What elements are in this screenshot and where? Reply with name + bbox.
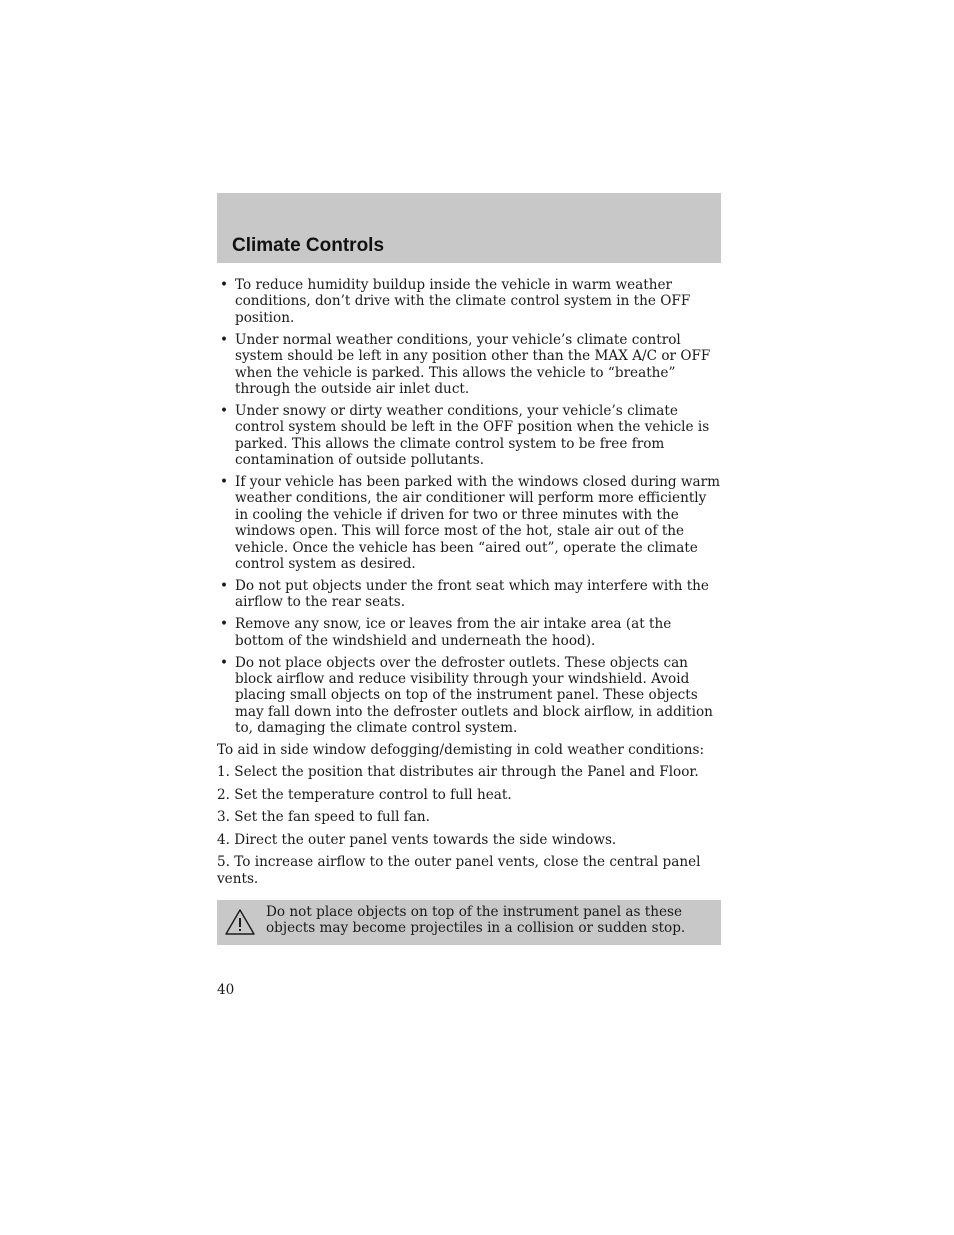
bullet-dot: • bbox=[220, 331, 229, 348]
bullet-text: To reduce humidity buildup inside the vehicle in warm weather conditions, don’t drive with the climate control system in the OFF position. bbox=[235, 277, 691, 326]
bullet-text: Do not put objects under the front seat which may interfere with the airflow to the rear seats. bbox=[235, 577, 709, 611]
bullet-dot: • bbox=[220, 654, 229, 671]
bullet-text: Remove any snow, ice or leaves from the air intake area (at the bottom of the windshield and underneath the hood). bbox=[235, 616, 672, 649]
bullet-item bbox=[217, 616, 721, 649]
step-item: 5. To increase airflow to the outer panel vents, close the central panel vents. bbox=[217, 854, 701, 887]
warning-text: Do not place objects on top of the instrument panel as these objects may become projectiles in a collision or sudden stop. bbox=[266, 904, 686, 937]
bullet-list bbox=[217, 277, 721, 737]
page-number: 40 bbox=[217, 982, 235, 998]
bullet-dot: • bbox=[220, 402, 229, 419]
warning-box bbox=[217, 900, 721, 945]
bullet-dot: • bbox=[220, 473, 229, 490]
step-item: 1. Select the position that distributes air through the Panel and Floor. bbox=[217, 764, 699, 781]
section-header-band bbox=[217, 193, 721, 263]
bullet-text: Do not place objects over the defroster outlets. These objects can block airflow and reduce visibility through your windshield. Avoid placing small objects on top of the instrument panel. These objects may fall down into the defroster outlets and block airflow, in addition to, damaging the climate control system. bbox=[235, 654, 713, 737]
step-item: 4. Direct the outer panel vents towards the side windows. bbox=[217, 831, 617, 848]
bullet-dot: • bbox=[220, 616, 229, 633]
warning-triangle-icon bbox=[224, 908, 256, 936]
bullet-item bbox=[217, 403, 721, 469]
bullet-dot: • bbox=[220, 277, 229, 293]
page-content bbox=[217, 277, 721, 893]
section-title: Climate Controls bbox=[232, 235, 385, 256]
bullet-item bbox=[217, 578, 721, 611]
bullet-text: If your vehicle has been parked with the windows closed during warm weather conditions, the air conditioner will perform more efficiently in cooling the vehicle if driven for two or three minutes with the windows open. This will force most of the hot, stale air out of the vehicle. Once the vehicle has been “aired out”, operate the climate control system as desired. bbox=[235, 473, 721, 572]
bullet-item bbox=[217, 655, 721, 737]
bullet-text: Under normal weather conditions, your vehicle’s climate control system should be left in any position other than the MAX A/C or OFF when the vehicle is parked. This allows the vehicle to “breathe” through the outside air inlet duct. bbox=[235, 331, 711, 397]
bullet-dot: • bbox=[220, 577, 229, 594]
bullet-text: Under snowy or dirty weather conditions, your vehicle’s climate control system should be left in the OFF position when the vehicle is parked. This allows the climate control system to be free from contamination of outside pollutants. bbox=[235, 402, 710, 469]
bullet-item bbox=[217, 277, 721, 326]
bullet-item bbox=[217, 474, 721, 572]
intro-paragraph: To aid in side window defogging/demisting in cold weather conditions: bbox=[217, 742, 705, 759]
step-item: 2. Set the temperature control to full heat. bbox=[217, 786, 512, 803]
step-item: 3. Set the fan speed to full fan. bbox=[217, 809, 430, 826]
bullet-item bbox=[217, 332, 721, 398]
